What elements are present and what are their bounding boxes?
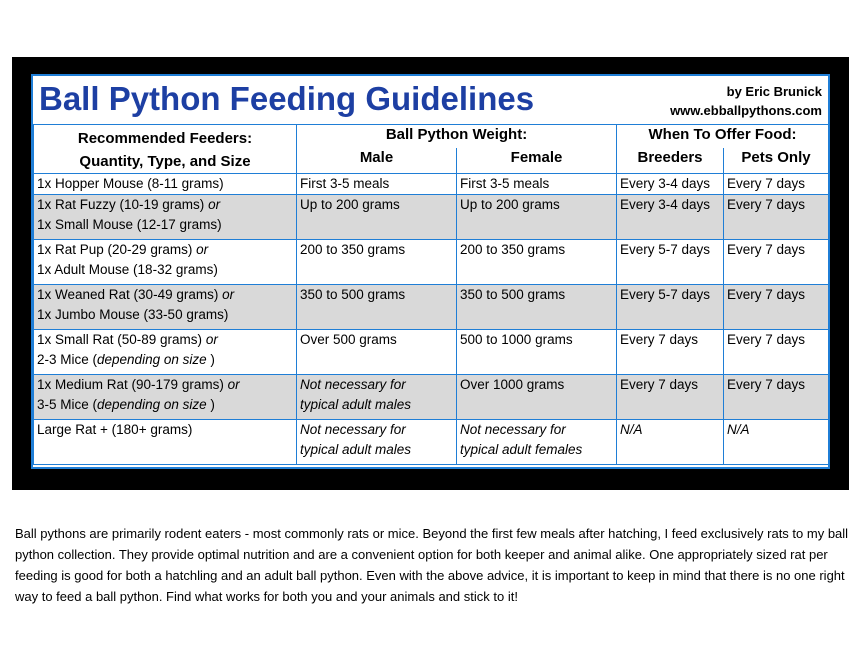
table-row	[34, 330, 829, 375]
female-cell: 500 to 1000 grams	[457, 330, 617, 375]
breeders-cell: N/A	[617, 420, 724, 465]
header-pets: Pets Only	[724, 148, 829, 173]
breeders-cell: Every 7 days	[617, 375, 724, 420]
male-cell: First 3-5 meals	[297, 174, 457, 195]
feeder-cell: 1x Rat Fuzzy (10-19 grams) or 1x Small Mouse (12-17 grams)	[34, 195, 297, 240]
female-cell: First 3-5 meals	[457, 174, 617, 195]
header-when: When To Offer Food:	[617, 125, 829, 149]
header-male: Male	[297, 148, 457, 173]
pets-cell: Every 7 days	[724, 330, 829, 375]
male-cell: Not necessary for typical adult males	[297, 375, 457, 420]
female-cell: Not necessary for typical adult females	[457, 420, 617, 465]
pets-cell: Every 7 days	[724, 285, 829, 330]
feeder-cell: 1x Rat Pup (20-29 grams) or 1x Adult Mouse (18-32 grams)	[34, 240, 297, 285]
table-row	[34, 420, 829, 465]
pets-cell: Every 7 days	[724, 195, 829, 240]
header-feeders: Recommended Feeders: Quantity, Type, and Size	[34, 125, 297, 174]
table-row	[34, 195, 829, 240]
header-breeders: Breeders	[617, 148, 724, 173]
feeder-cell: 1x Hopper Mouse (8-11 grams)	[34, 174, 297, 195]
author-block	[670, 82, 822, 120]
table-row	[34, 240, 829, 285]
feeder-cell: 1x Weaned Rat (30-49 grams) or 1x Jumbo Mouse (33-50 grams)	[34, 285, 297, 330]
pets-cell: N/A	[724, 420, 829, 465]
pets-cell: Every 7 days	[724, 174, 829, 195]
breeders-cell: Every 3-4 days	[617, 195, 724, 240]
female-cell: 200 to 350 grams	[457, 240, 617, 285]
table-row	[34, 174, 829, 195]
header-female: Female	[457, 148, 617, 173]
feeder-cell: 1x Small Rat (50-89 grams) or 2-3 Mice (depending on size )	[34, 330, 297, 375]
feeder-cell: Large Rat + (180+ grams)	[34, 420, 297, 465]
female-cell: Up to 200 grams	[457, 195, 617, 240]
explanation-paragraph: Ball pythons are primarily rodent eaters - most commonly rats or mice. Beyond the first few meals after hatching, I feed exclusively rats to my ball python collection. They provide optimal nutrition and are a convenient option for both keeper and animal alike. One appropriately sized rat per feeding is good for both a hatchling and an adult ball python. Even with the above advice, it is important to keep in mind that there is no one right way to feed a ball python. Find what works for both you and your animals and stick to it!	[15, 526, 849, 604]
header-row-1	[34, 125, 829, 149]
feeding-table	[33, 124, 829, 465]
breeders-cell: Every 5-7 days	[617, 240, 724, 285]
breeders-cell: Every 5-7 days	[617, 285, 724, 330]
male-cell: Up to 200 grams	[297, 195, 457, 240]
table-row	[34, 375, 829, 420]
male-cell: 200 to 350 grams	[297, 240, 457, 285]
male-cell: Over 500 grams	[297, 330, 457, 375]
breeders-cell: Every 7 days	[617, 330, 724, 375]
male-cell: 350 to 500 grams	[297, 285, 457, 330]
author-name: by Eric Brunick	[726, 84, 822, 99]
pets-cell: Every 7 days	[724, 240, 829, 285]
chart-title: Ball Python Feeding Guidelines	[39, 80, 535, 117]
author-website: www.ebballpythons.com	[670, 103, 822, 118]
header-weight: Ball Python Weight:	[297, 125, 617, 149]
feeder-cell: 1x Medium Rat (90-179 grams) or 3-5 Mice (depending on size )	[34, 375, 297, 420]
table-row	[34, 285, 829, 330]
female-cell: 350 to 500 grams	[457, 285, 617, 330]
male-cell: Not necessary for typical adult males	[297, 420, 457, 465]
pets-cell: Every 7 days	[724, 375, 829, 420]
breeders-cell: Every 3-4 days	[617, 174, 724, 195]
female-cell: Over 1000 grams	[457, 375, 617, 420]
feeding-chart	[31, 74, 830, 469]
